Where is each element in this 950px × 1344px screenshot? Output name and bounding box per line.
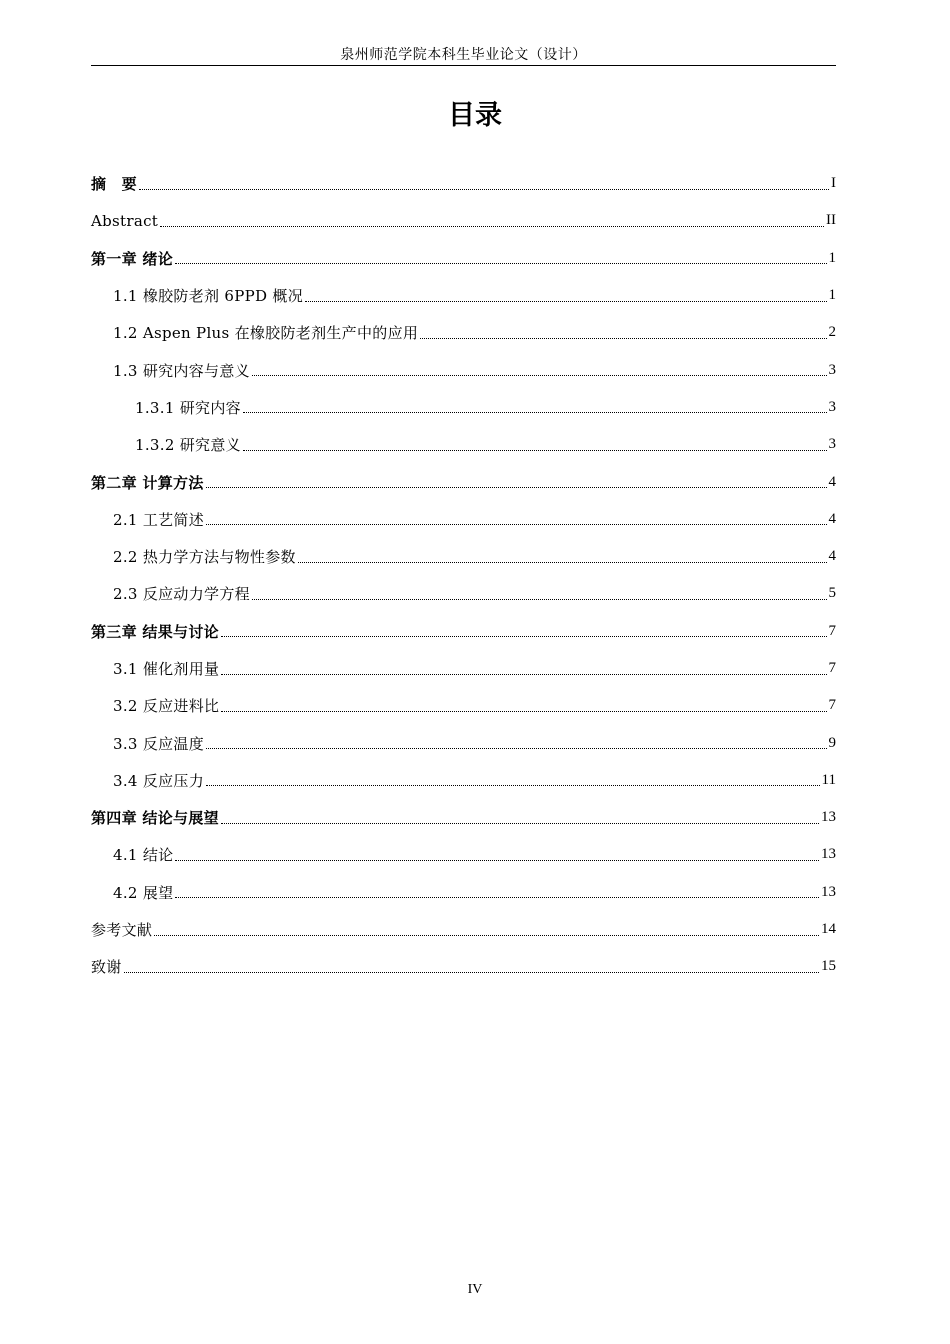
page-title: 目录 [448,100,502,131]
page-number: IV [467,1282,483,1297]
toc-entry[interactable] [91,650,836,687]
toc-entry-label: 2.3 反应动力学方程 [113,585,250,604]
toc-entry[interactable] [91,613,836,650]
toc-dot-leader [221,673,826,675]
toc-dot-leader [206,784,820,786]
toc-entry-label: 致谢 [91,958,122,977]
toc-entry-label: 2.1 工艺简述 [113,510,205,529]
toc-entry[interactable] [91,314,836,351]
toc-entry[interactable] [91,389,836,426]
toc-entry-label: 3.2 反应进料比 [113,697,220,716]
toc-dot-leader [206,486,827,488]
toc-entry-page-number: 5 [828,585,836,602]
toc-entry-label: 4.1 结论 [113,846,174,865]
toc-dot-leader [175,859,819,861]
toc-entry-label: 第二章 计算方法 [91,473,204,492]
toc-dot-leader [221,822,819,824]
toc-entry-label: 1.2 Aspen Plus 在橡胶防老剂生产中的应用 [113,324,419,343]
toc-entry-label: 第四章 结论与展望 [91,809,219,828]
toc-dot-leader [252,374,827,376]
toc-entry[interactable] [91,165,836,202]
toc-entry-page-number: 9 [828,734,836,751]
toc-entry[interactable] [91,202,836,239]
toc-entry-page-number: 3 [828,361,836,378]
toc-entry-label: 2.2 热力学方法与物性参数 [113,548,296,567]
toc-dot-leader [175,262,826,264]
toc-entry-page-number: 13 [821,809,836,826]
toc-entry[interactable] [91,687,836,724]
toc-entry[interactable] [91,836,836,873]
toc-entry-label: 4.2 展望 [113,883,174,902]
toc-entry-label: 1.3 研究内容与意义 [113,361,250,380]
toc-entry-label: 摘 要 [91,175,137,194]
toc-dot-leader [221,710,826,712]
toc-entry[interactable] [91,948,836,985]
toc-entry[interactable] [91,351,836,388]
toc-entry[interactable] [91,874,836,911]
toc-dot-leader [305,300,826,302]
toc-dot-leader [139,188,829,190]
toc-entry-label: 1.3.1 研究内容 [135,398,241,417]
toc-entry-page-number: 4 [828,548,836,565]
toc-entry-label: 3.3 反应温度 [113,734,205,753]
toc-dot-leader [154,934,819,936]
toc-dot-leader [298,561,827,563]
running-header: 泉州师范学院本科生毕业论文（设计） [340,47,587,63]
toc-dot-leader [221,635,827,637]
toc-entry[interactable] [91,501,836,538]
header-rule [91,65,836,66]
toc-entry[interactable] [91,463,836,500]
toc-entry-label: 3.4 反应压力 [113,771,205,790]
toc-entry-page-number: 7 [828,622,836,639]
toc-entry[interactable] [91,799,836,836]
toc-dot-leader [160,225,824,227]
toc-entry-label: 3.1 催化剂用量 [113,660,220,678]
toc-entry-page-number: 13 [821,846,836,863]
toc-entry[interactable] [91,240,836,277]
toc-entry[interactable] [91,762,836,799]
toc-entry-label: 参考文献 [91,921,153,940]
toc-entry-page-number: 7 [828,697,836,714]
toc-entry-page-number: 3 [828,398,836,415]
toc-entry-label: 第三章 结果与讨论 [91,622,219,641]
toc-dot-leader [243,411,827,413]
toc-entry-label: 第一章 绪论 [91,249,174,268]
toc-entry-page-number: 11 [821,771,836,788]
toc-entry-page-number: 13 [821,883,836,900]
toc-entry-page-number: I [831,175,836,192]
toc-entry[interactable] [91,575,836,612]
toc-entry[interactable] [91,426,836,463]
toc-dot-leader [124,971,819,973]
toc-entry-label: 1.1 橡胶防老剂 6PPD 概况 [113,287,304,306]
toc-entry-page-number: 15 [821,958,836,975]
toc-dot-leader [206,523,826,525]
toc-entry-page-number: II [826,212,836,229]
toc-entry[interactable] [91,911,836,948]
toc-dot-leader [206,747,826,749]
toc-dot-leader [252,598,827,600]
toc-entry-label: 1.3.2 研究意义 [135,436,241,455]
toc-entry-page-number: 14 [821,921,836,938]
toc-dot-leader [243,449,827,451]
table-of-contents [91,165,836,986]
toc-entry-page-number: 1 [828,287,836,304]
toc-entry[interactable] [91,277,836,314]
toc-entry-page-number: 3 [828,436,836,453]
toc-entry-label: Abstract [91,211,159,230]
toc-entry-page-number: 7 [828,660,836,676]
toc-entry[interactable] [91,724,836,761]
toc-entry-page-number: 4 [828,473,836,490]
toc-entry-page-number: 4 [828,510,836,527]
toc-entry-page-number: 1 [828,249,836,266]
toc-entry-page-number: 2 [828,324,836,341]
toc-dot-leader [175,896,819,898]
toc-dot-leader [420,337,826,339]
toc-entry[interactable] [91,538,836,575]
